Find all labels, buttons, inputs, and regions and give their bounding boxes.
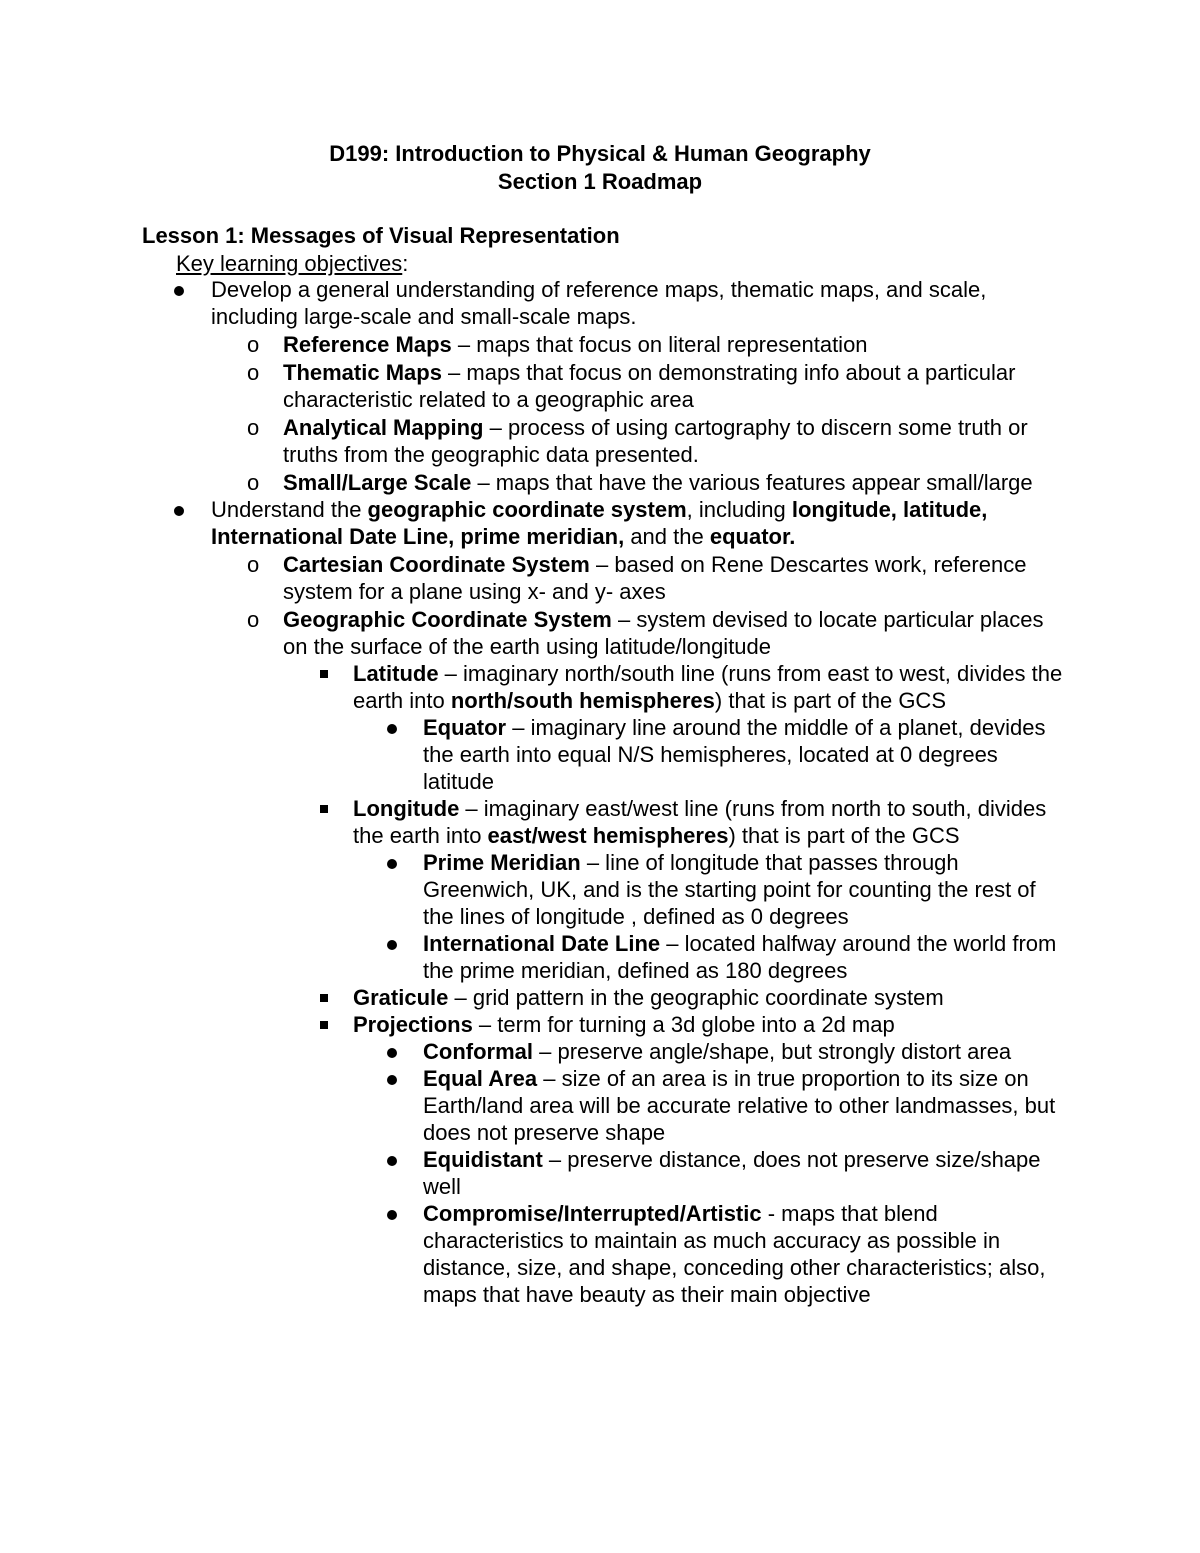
list-item [247,469,1063,496]
list-item-text [423,1038,1063,1065]
list-item [353,984,1063,1011]
text-run: – process of using cartography to discern some truth or truths from the geographic data presented. [283,415,1028,467]
list-item-text [423,930,1063,984]
list-item-text [423,1200,1063,1308]
list-item-text [423,1146,1063,1200]
bold-term: Reference Maps [283,332,452,357]
round-bullet-icon [387,724,397,734]
list-item [247,606,1063,660]
bold-term: longitude, latitude, International Date Line, prime meridian, [211,497,988,549]
list-item-text [283,469,1063,496]
list-item [247,414,1063,468]
list-item-text [211,496,1061,550]
bold-term: Projections [353,1012,473,1037]
list-item-text [353,660,1063,714]
bold-term: Equidistant [423,1147,543,1172]
outline-list [0,276,1200,1308]
square-bullet-icon [320,670,328,678]
list-item [247,551,1063,605]
objectives-label-text: Key learning objectives [176,251,403,276]
text-run: – line of longitude that passes through Greenwich, UK, and is the starting point for counting the rest of the lines of longitude , defined as 0 degrees [423,850,1036,929]
bold-term: Latitude [353,661,439,686]
text-run: – preserve distance, does not preserve size/shape well [423,1147,1041,1199]
bold-term: Thematic Maps [283,360,442,385]
list-item-text [423,849,1063,930]
bold-term: Graticule [353,985,449,1010]
text-run: – maps that have the various features appear small/large [471,470,1033,495]
list-item-text [283,414,1063,468]
text-run: – imaginary north/south line (runs from east to west, divides the earth into [353,661,1063,713]
text-run: - maps that blend characteristics to maintain as much accuracy as possible in distance, size, and shape, conceding other characteristics; also, maps that have beauty as their main objective [423,1201,1046,1307]
list-item [211,496,1061,550]
circle-outline-bullet-icon: o [247,332,260,357]
round-bullet-icon [387,940,397,950]
text-run: and the [624,524,710,549]
list-item-text [353,795,1063,849]
bold-term: equator. [709,524,796,549]
circle-outline-bullet-icon: o [247,470,260,495]
list-item [211,276,1061,330]
list-item-text [283,606,1063,660]
list-item [423,849,1063,930]
text-run: – grid pattern in the geographic coordinate system [448,985,944,1010]
list-item-text [423,1065,1063,1146]
round-bullet-icon [387,1210,397,1220]
list-item [423,1038,1063,1065]
round-bullet-icon [174,506,184,516]
round-bullet-icon [387,1075,397,1085]
list-item [353,660,1063,714]
list-item-text [283,331,1063,358]
list-item [353,1011,1063,1038]
text-run: , including [686,497,792,522]
circle-outline-bullet-icon: o [247,415,260,440]
list-item [423,1146,1063,1200]
text-run: – based on Rene Descartes work, reference system for a plane using x- and y- axes [283,552,1027,604]
bold-term: east/west hemispheres [487,823,729,848]
list-item [247,359,1063,413]
square-bullet-icon [320,805,328,813]
text-run: ) that is part of the GCS [728,823,960,848]
list-item-text [353,1011,1063,1038]
circle-outline-bullet-icon: o [247,607,260,632]
objectives-label [176,250,408,278]
bold-term: Cartesian Coordinate System [283,552,590,577]
bold-term: geographic coordinate system [367,497,687,522]
title-block [0,140,1200,196]
list-item-text [423,714,1063,795]
list-item [423,1065,1063,1146]
objectives-colon: : [402,251,409,276]
text-run: Develop a general understanding of reference maps, thematic maps, and scale, including large-scale and small-scale maps. [211,277,987,329]
round-bullet-icon [387,1048,397,1058]
text-run: – maps that focus on literal representation [451,332,868,357]
circle-outline-bullet-icon: o [247,552,260,577]
bold-term: Equator [423,715,507,740]
round-bullet-icon [387,859,397,869]
text-run: – imaginary east/west line (runs from north to south, divides the earth into [353,796,1047,848]
bold-term: International Date Line [423,931,661,956]
bold-term: Compromise/Interrupted/Artistic [423,1201,762,1226]
text-run: – term for turning a 3d globe into a 2d map [472,1012,895,1037]
list-item [423,714,1063,795]
round-bullet-icon [174,286,184,296]
round-bullet-icon [387,1156,397,1166]
text-run: ) that is part of the GCS [714,688,946,713]
bold-term: Small/Large Scale [283,470,472,495]
bold-term: Geographic Coordinate System [283,607,612,632]
bold-term: Analytical Mapping [283,415,484,440]
list-item [247,331,1063,358]
text-run: – size of an area is in true proportion to its size on Earth/land area will be accurate relative to other landmasses, but does not preserve shape [423,1066,1056,1145]
text-run: Understand the [211,497,368,522]
circle-outline-bullet-icon: o [247,360,260,385]
document-subtitle: Section 1 Roadmap [497,169,703,194]
text-run: – maps that focus on demonstrating info about a particular characteristic related to a geographic area [283,360,1016,412]
bold-term: Prime Meridian [423,850,581,875]
square-bullet-icon [320,1021,328,1029]
list-item-text [283,359,1063,413]
lesson-heading: Lesson 1: Messages of Visual Representation [142,223,620,248]
list-item-text [283,551,1063,605]
bold-term: Equal Area [423,1066,538,1091]
bold-term: north/south hemispheres [450,688,715,713]
document-title: D199: Introduction to Physical & Human Geography [329,141,871,166]
text-run: – imaginary line around the middle of a planet, devides the earth into equal N/S hemispheres, located at 0 degrees latitude [423,715,1046,794]
list-item [423,1200,1063,1308]
square-bullet-icon [320,994,328,1002]
list-item-text [353,984,1063,1011]
bold-term: Longitude [353,796,460,821]
bold-term: Conformal [423,1039,533,1064]
text-run: – preserve angle/shape, but strongly distort area [533,1039,1012,1064]
text-run: – located halfway around the world from the prime meridian, defined as 180 degrees [423,931,1057,983]
text-run: – system devised to locate particular places on the surface of the earth using latitude/longitude [283,607,1044,659]
list-item-text [211,276,1061,330]
list-item [353,795,1063,849]
list-item [423,930,1063,984]
